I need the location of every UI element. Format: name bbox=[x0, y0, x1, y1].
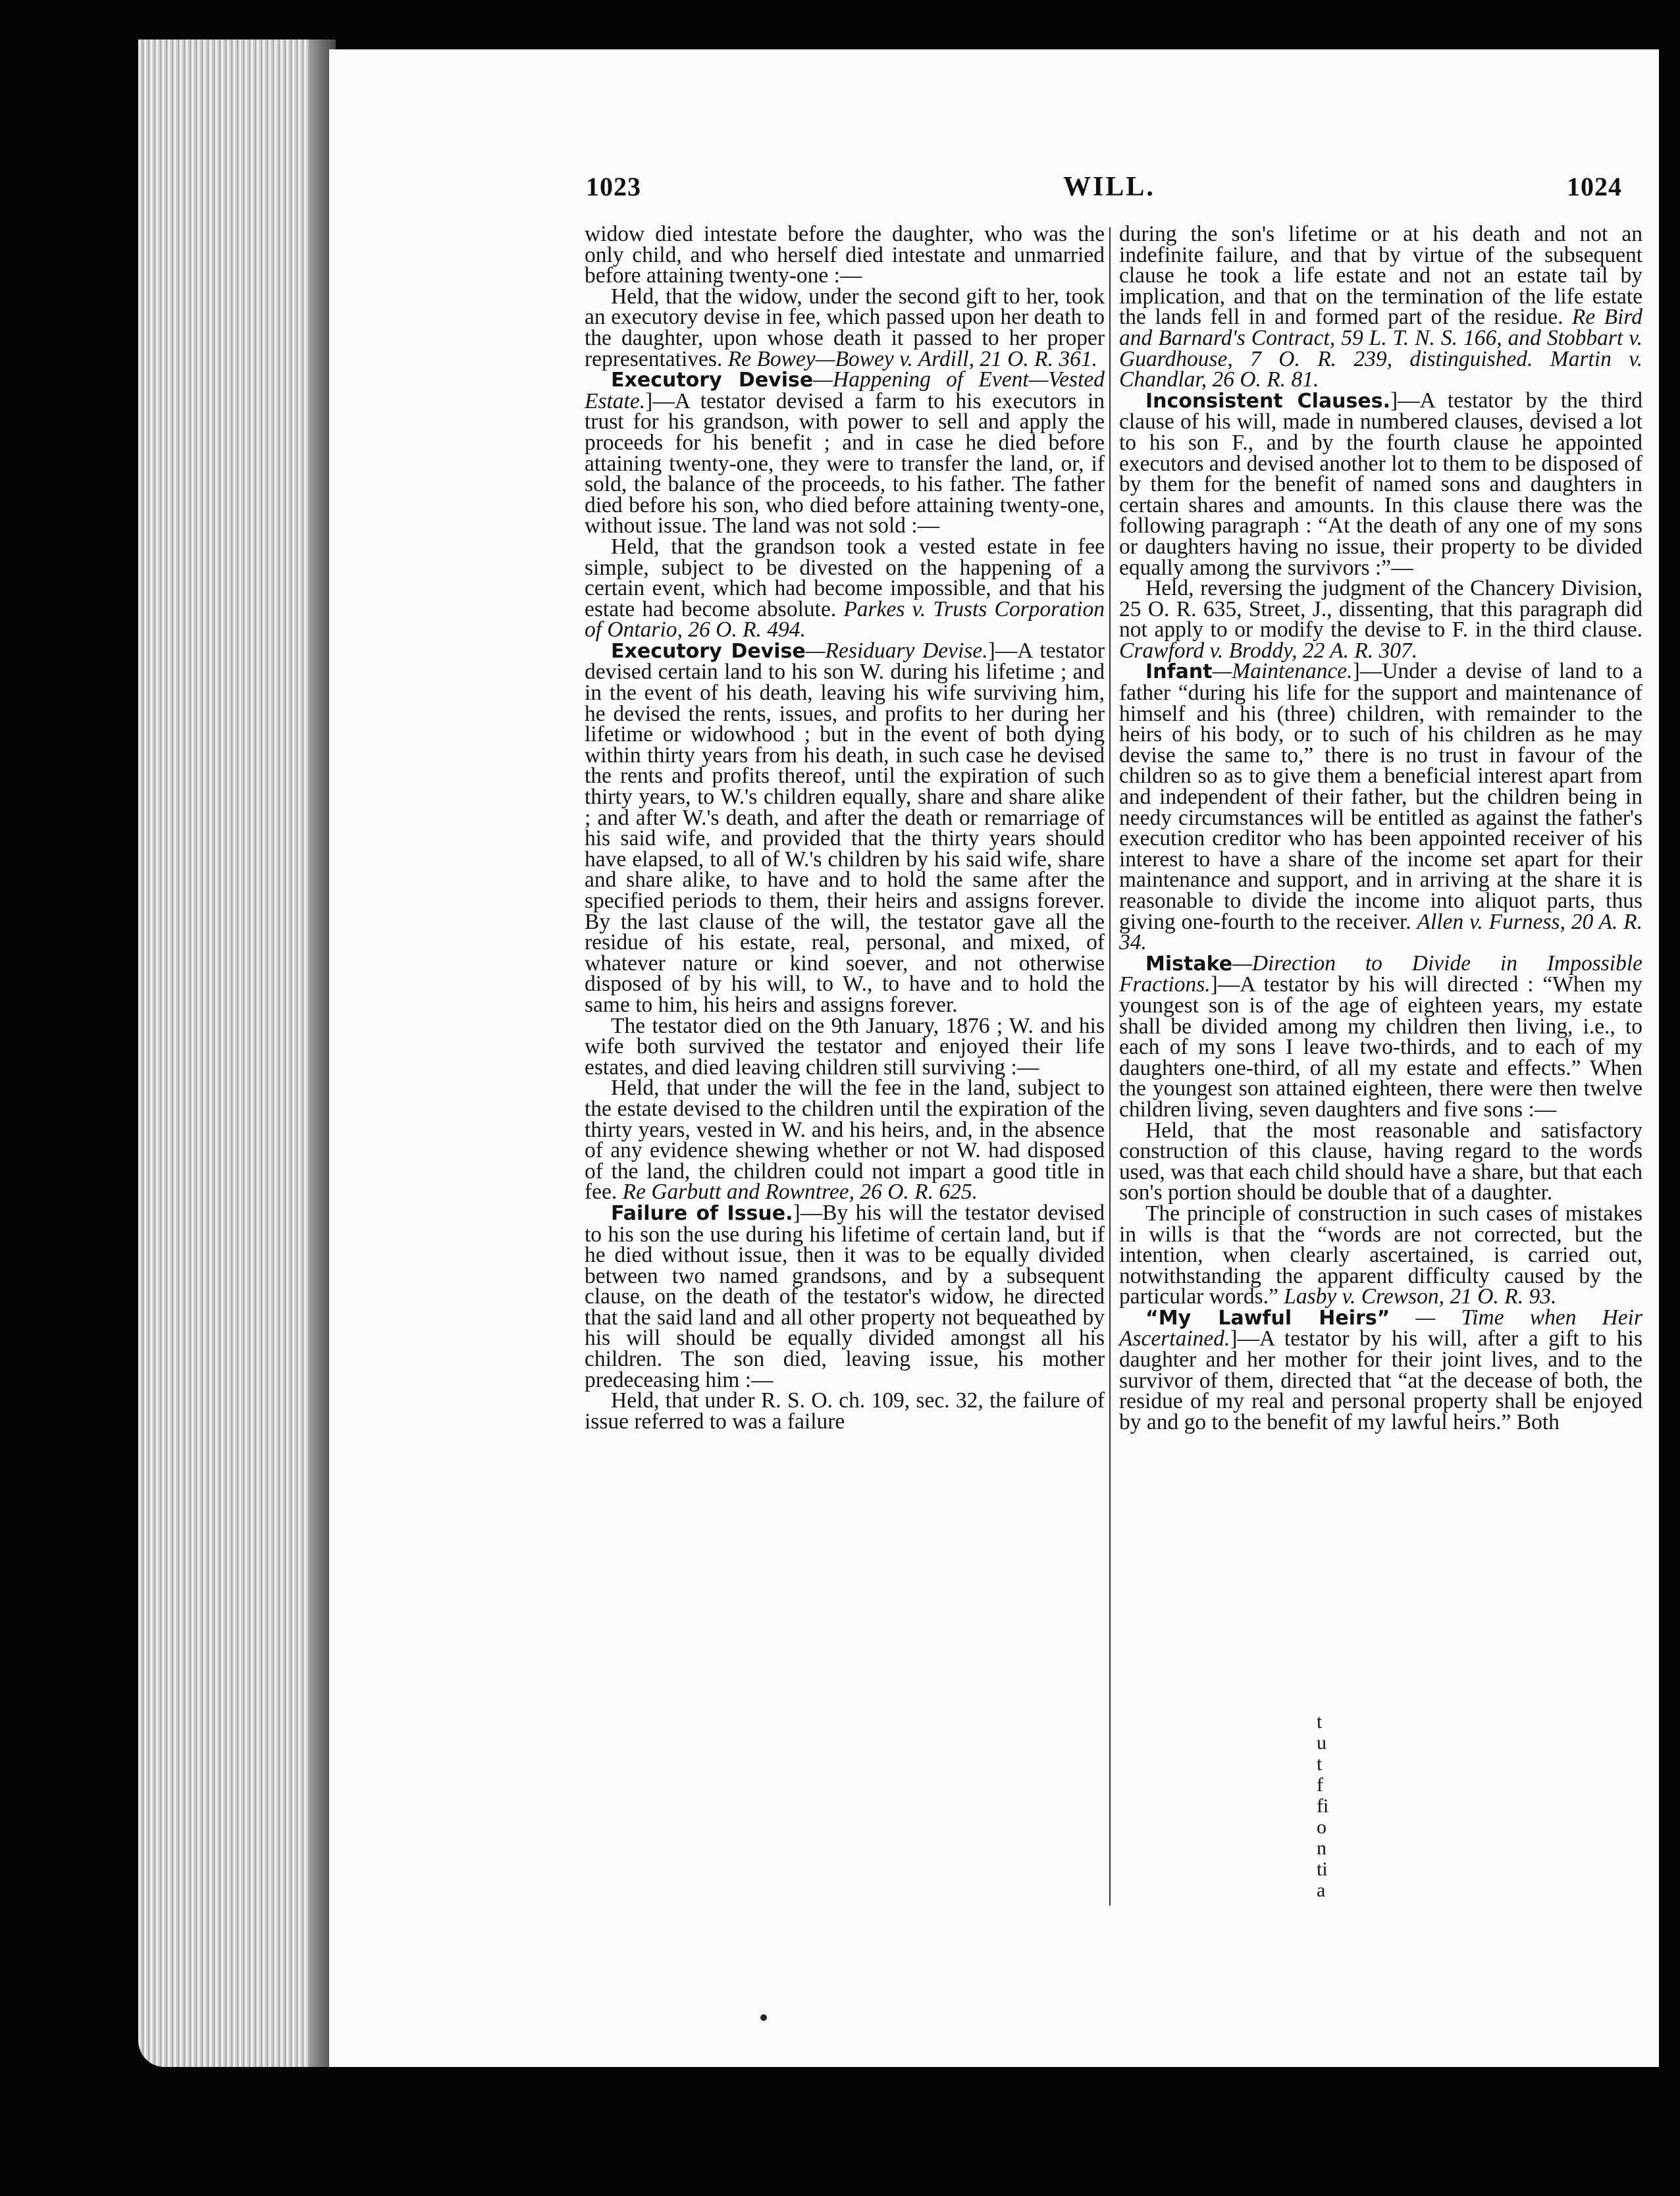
digest-entry bbox=[1119, 661, 1642, 953]
right-page-number: 1024 bbox=[1567, 172, 1622, 201]
edge-letter: t bbox=[1317, 1753, 1323, 1775]
entry-heading: Infant bbox=[1145, 660, 1213, 684]
edge-letter: f bbox=[1317, 1774, 1323, 1796]
paragraph-text: The principle of construction in such cases of mistakes in wills is that the “words are not corrected, but the intention, when clearly ascertained, is carried out, notwithstanding the apparent difficulty caused by the particular words.” bbox=[1119, 1201, 1642, 1309]
column-divider bbox=[1109, 227, 1111, 1906]
entry-text: ]—A testator by the third clause of his will, made in numbered clauses, devised a lot to his son F., and by the fourth clause he appointed executors and devised another lot to them to be disposed of by them for the benefit of named sons and daughters in certain shares and amounts. In this clause there was the following paragraph : “At the death of any one of my sons or daughters having no issue, their property to be divided equally among the survivors :”— bbox=[1119, 388, 1642, 580]
entry-heading: Executory Devise bbox=[611, 369, 814, 392]
entry-text: ]—A testator devised certain land to his son W. during his lifetime ; and in the event of his death, leaving his wife surviving him, he devised the rents, issues, and profits to her during her lifetime or widowhood ; but in the event of both dying within thirty years from his death, in such case he devised the rents and profits thereof, until the expiration of such thirty years, to W.'s children equally, share and share alike ; and after W.'s death, and after the death or remarriage of his said wife, and provided that the thirty years should have elapsed, to all of W.'s children by his said wife, share and share alike, to have and to hold the same after the specified periods to them, their heirs and assigns forever. By the last clause of the will, the testator gave all the residue of his estate, real, personal, and mixed, of whatever nature or kind soever, and not otherwise disposed of by his will, to W., to have and to hold the same to him, his heirs and assigns forever. bbox=[585, 638, 1105, 1017]
digest-entry bbox=[585, 369, 1105, 536]
case-citation: Crawford v. Broddy, 22 A. R. 307. bbox=[1119, 638, 1418, 663]
entry-subheading: —Direction to Divide in Impossible Fractions. bbox=[1119, 951, 1642, 997]
digest-entry bbox=[1119, 1307, 1642, 1433]
holding-paragraph bbox=[1119, 578, 1642, 661]
holding-paragraph bbox=[585, 536, 1105, 640]
holding-paragraph bbox=[585, 1078, 1105, 1203]
case-citation: Lasby v. Crewson, 21 O. R. 93. bbox=[1284, 1284, 1557, 1309]
adjacent-page-fragments bbox=[1317, 1712, 1332, 1901]
entry-text: ]—Under a devise of land to a father “during his life for the support and maintenance of himself and his (three) children, with remainder to the heirs of his body, or to such of his children as he may devise the same to,” there is no trust in favour of the children so as to give them a beneficial interest apart from and independent of their father, but the children being in needy circumstances will be entitled as against the father's execution creditor who has been appointed receiver of his interest to have a share of the income set apart for their maintenance and support, and in arriving at the share it is reasonable to divide the income into aliquot parts, thus giving one-fourth to the receiver. bbox=[1119, 659, 1642, 934]
book-page-edges bbox=[138, 39, 329, 2067]
edge-letter: u bbox=[1317, 1732, 1326, 1754]
edge-letter: o bbox=[1317, 1816, 1326, 1838]
paragraph-text: Held, that under R. S. O. ch. 109, sec. 32, the failure of issue referred to was a failure bbox=[585, 1388, 1105, 1434]
entry-heading: Mistake bbox=[1145, 952, 1233, 976]
left-page-number: 1023 bbox=[586, 172, 641, 201]
entry-text: ]—A testator devised a farm to his executors in trust for his grandson, with power to sell and apply the proceeds for his benefit ; and in case he died before attaining twenty-one, they were to transfer the land, or, if sold, the balance of the proceeds, to his father. The father died before his son, who died before attaining twenty-one, without issue. The land was not sold :— bbox=[585, 388, 1105, 538]
continued-paragraph bbox=[585, 224, 1105, 286]
entry-subheading: —Maintenance. bbox=[1212, 659, 1353, 684]
edge-letter: ti bbox=[1317, 1858, 1328, 1880]
entry-text: ]—A testator by his will directed : “When my youngest son is of the age of eighteen years, my estate shall be divided among my children then living, i.e., to each of my sons I leave two-thirds, and to each of my daughters one-third, of all my estate and effects.” When the youngest son attained eighteen, there were then twelve children living, seven daughters and five sons :— bbox=[1119, 972, 1642, 1122]
document-page bbox=[329, 49, 1659, 2067]
holding-paragraph bbox=[1119, 1203, 1642, 1307]
case-citation: Parkes v. Trusts Corporation of Ontario, 26 O. R. 494. bbox=[585, 596, 1105, 642]
scan-speck bbox=[760, 2014, 767, 2021]
paragraph-text: during the son's lifetime or at his death and not an indefinite failure, and that by virtue of the subsequent clause he took a life estate and not an estate tail by implication, and that on the termination of the life estate the lands fell in and formed part of the residue. bbox=[1119, 222, 1642, 330]
edge-letter: a bbox=[1317, 1879, 1326, 1901]
case-citation: Re Bowey—Bowey v. Ardill, 21 O. R. 361. bbox=[727, 346, 1097, 371]
entry-subheading: — Time when Heir Ascertained. bbox=[1119, 1305, 1642, 1351]
paragraph-text: Held, reversing the judgment of the Chancery Division, 25 O. R. 635, Street, J., dissenting, that this paragraph did not apply to or modify the devise to F. in the third clause. bbox=[1119, 576, 1642, 642]
paragraph-text: Held, that the widow, under the second gift to her, took an executory devise in fee, which passed upon her death to the daughter, upon whose death it passed to her proper representatives. bbox=[585, 284, 1105, 371]
digest-entry bbox=[585, 1200, 1105, 1392]
edge-letter: t bbox=[1317, 1711, 1323, 1733]
edge-letter: n bbox=[1317, 1837, 1326, 1859]
entry-heading: Inconsistent Clauses. bbox=[1145, 389, 1390, 413]
digest-entry bbox=[1119, 390, 1642, 578]
case-citation: Re Bird and Barnard's Contract, 59 L. T. N. S. 166, and Stobbart v. Guardhouse, 7 O. R. 239, distinguished. Martin v. Chandlar, 26 O. R. 81. bbox=[1119, 305, 1642, 392]
holding-paragraph bbox=[585, 1013, 1105, 1080]
holding-paragraph bbox=[585, 1390, 1105, 1432]
digest-entry bbox=[585, 640, 1105, 1016]
edge-letter: fi bbox=[1317, 1795, 1329, 1817]
case-citation: Re Garbutt and Rowntree, 26 O. R. 625. bbox=[622, 1180, 978, 1205]
entry-heading: Failure of Issue. bbox=[611, 1201, 793, 1225]
continued-paragraph bbox=[1119, 224, 1642, 390]
digest-entry bbox=[1119, 953, 1642, 1120]
paragraph-text: Held, that under the will the fee in the land, subject to the estate devised to the children until the expiration of the thirty years, vested in W. and his heirs, and, in the absence of any evidence shewing whether or not W. had disposed of the land, the children could not impart a good title in fee. bbox=[585, 1076, 1105, 1205]
entry-subheading: —Residuary Devise. bbox=[805, 638, 988, 663]
entry-subheading: —Happening of Event—Vested Estate. bbox=[585, 367, 1105, 413]
left-column bbox=[585, 224, 1105, 1432]
paragraph-text: The testator died on the 9th January, 1876 ; W. and his wife both survived the testator and enjoyed their life estates, and died leaving children still surviving :— bbox=[585, 1013, 1105, 1080]
entry-text: ]—By his will the testator devised to his son the use during his lifetime of certain land, but if he died without issue, then it was to be equally divided between two named grandsons, and by a subsequent clause, on the death of the testator's widow, he directed that the said land and all other property not bequeathed by his will should be equally divided amongst all his children. The son died, leaving issue, his mother predeceasing him :— bbox=[585, 1200, 1105, 1392]
entry-text: ]—A testator by his will, after a gift to his daughter and her mother for their joint lives, and to the survivor of them, directed that “at the decease of both, the residue of my real and personal property shall be enjoyed by and go to the benefit of my lawful heirs.” Both bbox=[1119, 1326, 1642, 1434]
paragraph-text: widow died intestate before the daughter, who was the only child, and who herself died intestate and unmarried before attaining twenty-one :— bbox=[585, 222, 1105, 288]
holding-paragraph bbox=[1119, 1120, 1642, 1203]
entry-heading: “My Lawful Heirs” bbox=[1145, 1306, 1390, 1330]
paragraph-text: Held, that the grandson took a vested estate in fee simple, subject to be divested on the happening of a certain event, which had become impossible, and that his estate had become absolute. bbox=[585, 534, 1105, 621]
running-title: WILL. bbox=[1063, 172, 1155, 202]
entry-heading: Executory Devise bbox=[611, 639, 806, 663]
holding-paragraph bbox=[585, 286, 1105, 369]
right-column bbox=[1119, 224, 1642, 1432]
case-citation: Allen v. Furness, 20 A. R. 34. bbox=[1119, 909, 1642, 955]
paragraph-text: Held, that the most reasonable and satisfactory construction of this clause, having regard to the words used, was that each child should have a share, but that each son's portion should be double that of a daughter. bbox=[1119, 1118, 1642, 1205]
